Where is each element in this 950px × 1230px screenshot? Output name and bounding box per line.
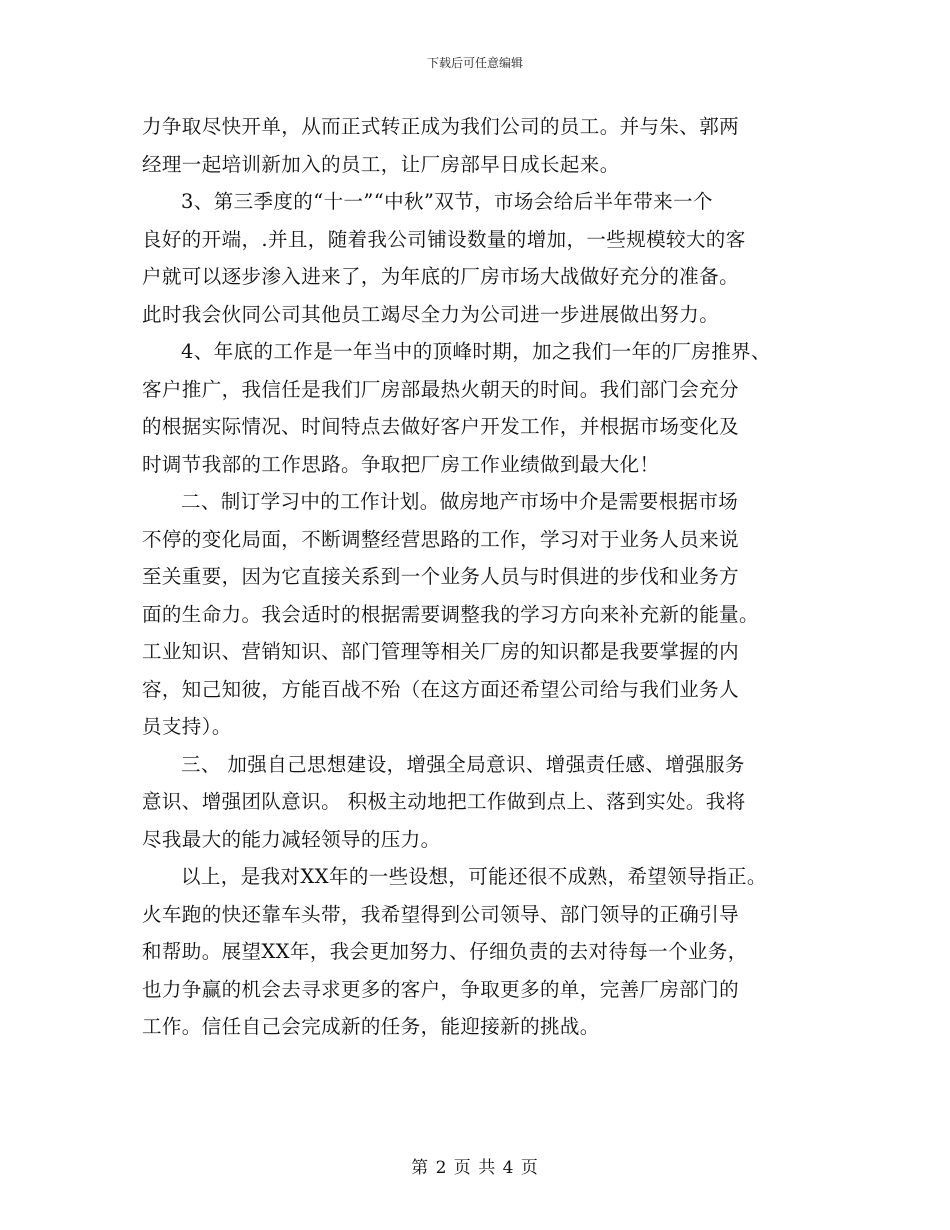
text-line: 客户推广，我信任是我们厂房部最热火朝天的时间。我们部门会充分 [142,377,740,401]
text-line: 员支持）。 [142,715,232,738]
text-line: 工业知识、营销知识、部门管理等相关厂房的知识都是我要掌握的内 [142,640,740,663]
text-line: 3、第三季度的“十一”“中秋”双节，市场会给后半年带来一个 [181,190,713,213]
page-header: 下载后可任意编辑 [426,56,523,70]
text-line: 户就可以逐步渗入进来了，为年底的厂房市场大战做好充分的准备。 [142,265,740,288]
text-line: 力争取尽快开单，从而正式转正成为我们公司的员工。并与朱、郭两 [142,115,740,138]
text-line: 4、年底的工作是一年当中的顶峰时期，加之我们一年的厂房推界、 [181,340,771,363]
text-line: 经理一起培训新加入的员工，让厂房部早日成长起来。 [142,152,620,176]
text-line: 火车跑的快还靠车头带，我希望得到公司领导、部门领导的正确引导 [142,902,740,926]
text-line: 至关重要，因为它直接关系到一个业务人员与时俱进的步伐和业务方 [142,565,740,588]
text-line: 此时我会伙同公司其他员工竭尽全力为公司进一步进展做出努力。 [142,302,720,326]
text-line: 容，知己知彼，方能百战不殆（在这方面还希望公司给与我们业务人 [142,677,740,701]
text-line: 良好的开端，.并且，随着我公司铺设数量的增加，一些规模较大的客 [142,227,746,251]
text-line: 和帮助。展望XX年，我会更加努力、仔细负责的去对待每一个业务， [142,940,748,963]
text-line: 尽我最大的能力减轻领导的压力。 [142,827,441,851]
text-line: 也力争赢的机会去寻求更多的客户，争取更多的单，完善厂房部门的 [142,977,740,1001]
text-line: 的根据实际情况、时间特点去做好客户开发工作，并根据市场变化及 [142,415,740,438]
text-line: 面的生命力。我会适时的根据需要调整我的学习方向来补充新的能量。 [142,602,759,626]
text-line: 不停的变化局面，不断调整经营思路的工作，学习对于业务人员来说 [142,527,740,551]
text-line: 工作。信任自己会完成新的任务，能迎接新的挑战。 [142,1015,600,1038]
page-footer: 第 2 页 共 4 页 [411,1158,539,1178]
text-line: 三、 加强自己思想建设，增强全局意识、增强责任感、增强服务 [181,752,745,776]
document-body [142,108,827,1046]
text-line: 时调节我部的工作思路。争取把厂房工作业绩做到最大化！ [142,452,660,476]
text-line: 意识、增强团队意识。 积极主动地把工作做到点上、落到实处。我将 [142,790,746,813]
text-line: 以上，是我对XX年的一些设想，可能还很不成熟，希望领导指正。 [181,865,767,888]
text-line: 二、制订学习中的工作计划。做房地产市场中介是需要根据市场 [181,490,739,513]
